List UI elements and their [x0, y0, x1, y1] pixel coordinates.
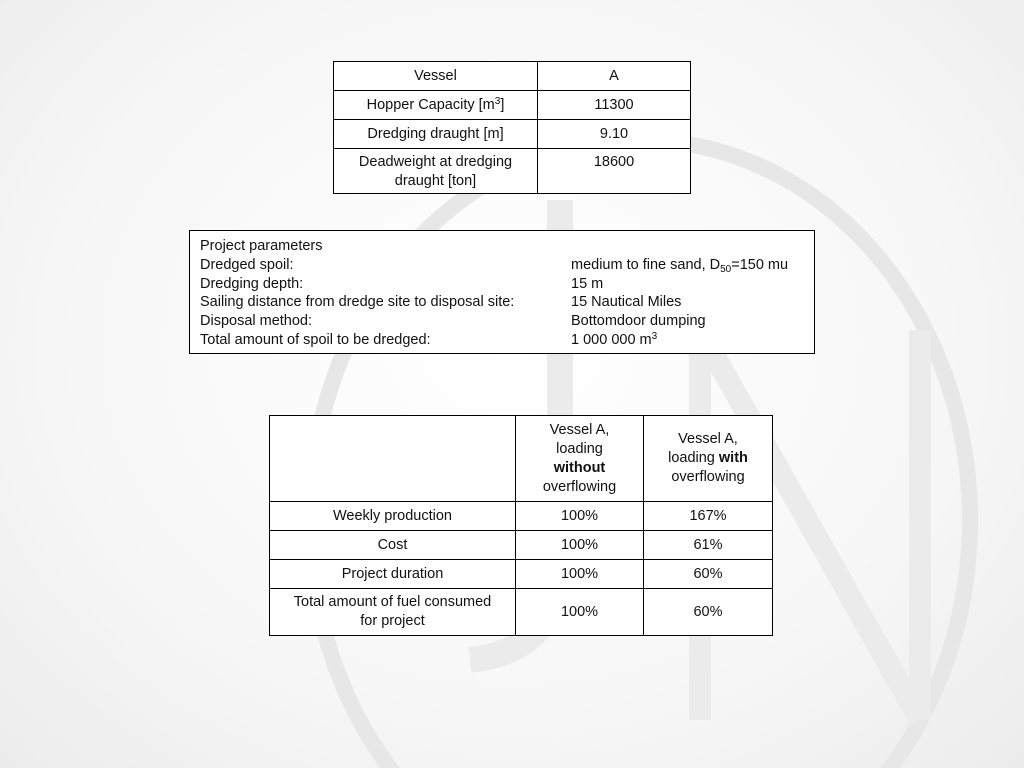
table-header-row [334, 62, 691, 91]
row-label: Weekly production [270, 502, 516, 531]
param-value: medium to fine sand, $D_{50}=150$ mu [571, 257, 789, 275]
table-row [334, 120, 691, 149]
row-label: Total amount of fuel consumed for project [270, 589, 516, 636]
project-parameters-box [189, 230, 815, 354]
vessel-table [333, 61, 691, 194]
row-value-b: 60% [644, 560, 773, 589]
param-value: 15 Nautical Miles [571, 294, 682, 310]
header-vessel: Vessel [334, 62, 538, 91]
row-value: 9.10 [538, 120, 691, 149]
param-key: Total amount of spoil to be dredged: [200, 332, 431, 348]
row-label: Deadweight at dredging draught [ton] [334, 149, 538, 194]
table-row [334, 91, 691, 120]
row-value-a: 100% [516, 502, 644, 531]
header-vessel-a: A [538, 62, 691, 91]
row-label: Cost [270, 531, 516, 560]
table-row [270, 531, 773, 560]
table-row [270, 589, 773, 636]
table-row [270, 560, 773, 589]
param-key: Dredged spoil: [200, 257, 294, 273]
row-value-a: 100% [516, 589, 644, 636]
table-row [270, 502, 773, 531]
table-row [334, 149, 691, 194]
param-key: Disposal method: [200, 313, 313, 329]
row-label: Hopper Capacity $[m^3]$ [334, 91, 538, 120]
param-value: Bottomdoor dumping [571, 313, 706, 329]
project-parameters-title: Project parameters [200, 238, 323, 254]
row-value-b: 61% [644, 531, 773, 560]
header-empty-cell [270, 416, 516, 502]
row-value-a: 100% [516, 531, 644, 560]
param-key: Sailing distance from dredge site to disposal site: [200, 294, 515, 310]
row-label: Dredging draught [m] [334, 120, 538, 149]
row-value-b: 167% [644, 502, 773, 531]
row-value: 11300 [538, 91, 691, 120]
header-with-overflow: Vessel A, loading with overflowing [644, 416, 773, 502]
header-without-overflow: Vessel A, loading without overflowing [516, 416, 644, 502]
param-value: 1 000 000 $m^3$ [571, 331, 658, 348]
table-header-row [270, 416, 773, 502]
row-value-a: 100% [516, 560, 644, 589]
comparison-table [269, 415, 773, 636]
param-value: 15 m [571, 276, 604, 292]
param-key: Dredging depth: [200, 276, 304, 292]
row-value: 18600 [538, 149, 691, 194]
row-value-b: 60% [644, 589, 773, 636]
row-label: Project duration [270, 560, 516, 589]
